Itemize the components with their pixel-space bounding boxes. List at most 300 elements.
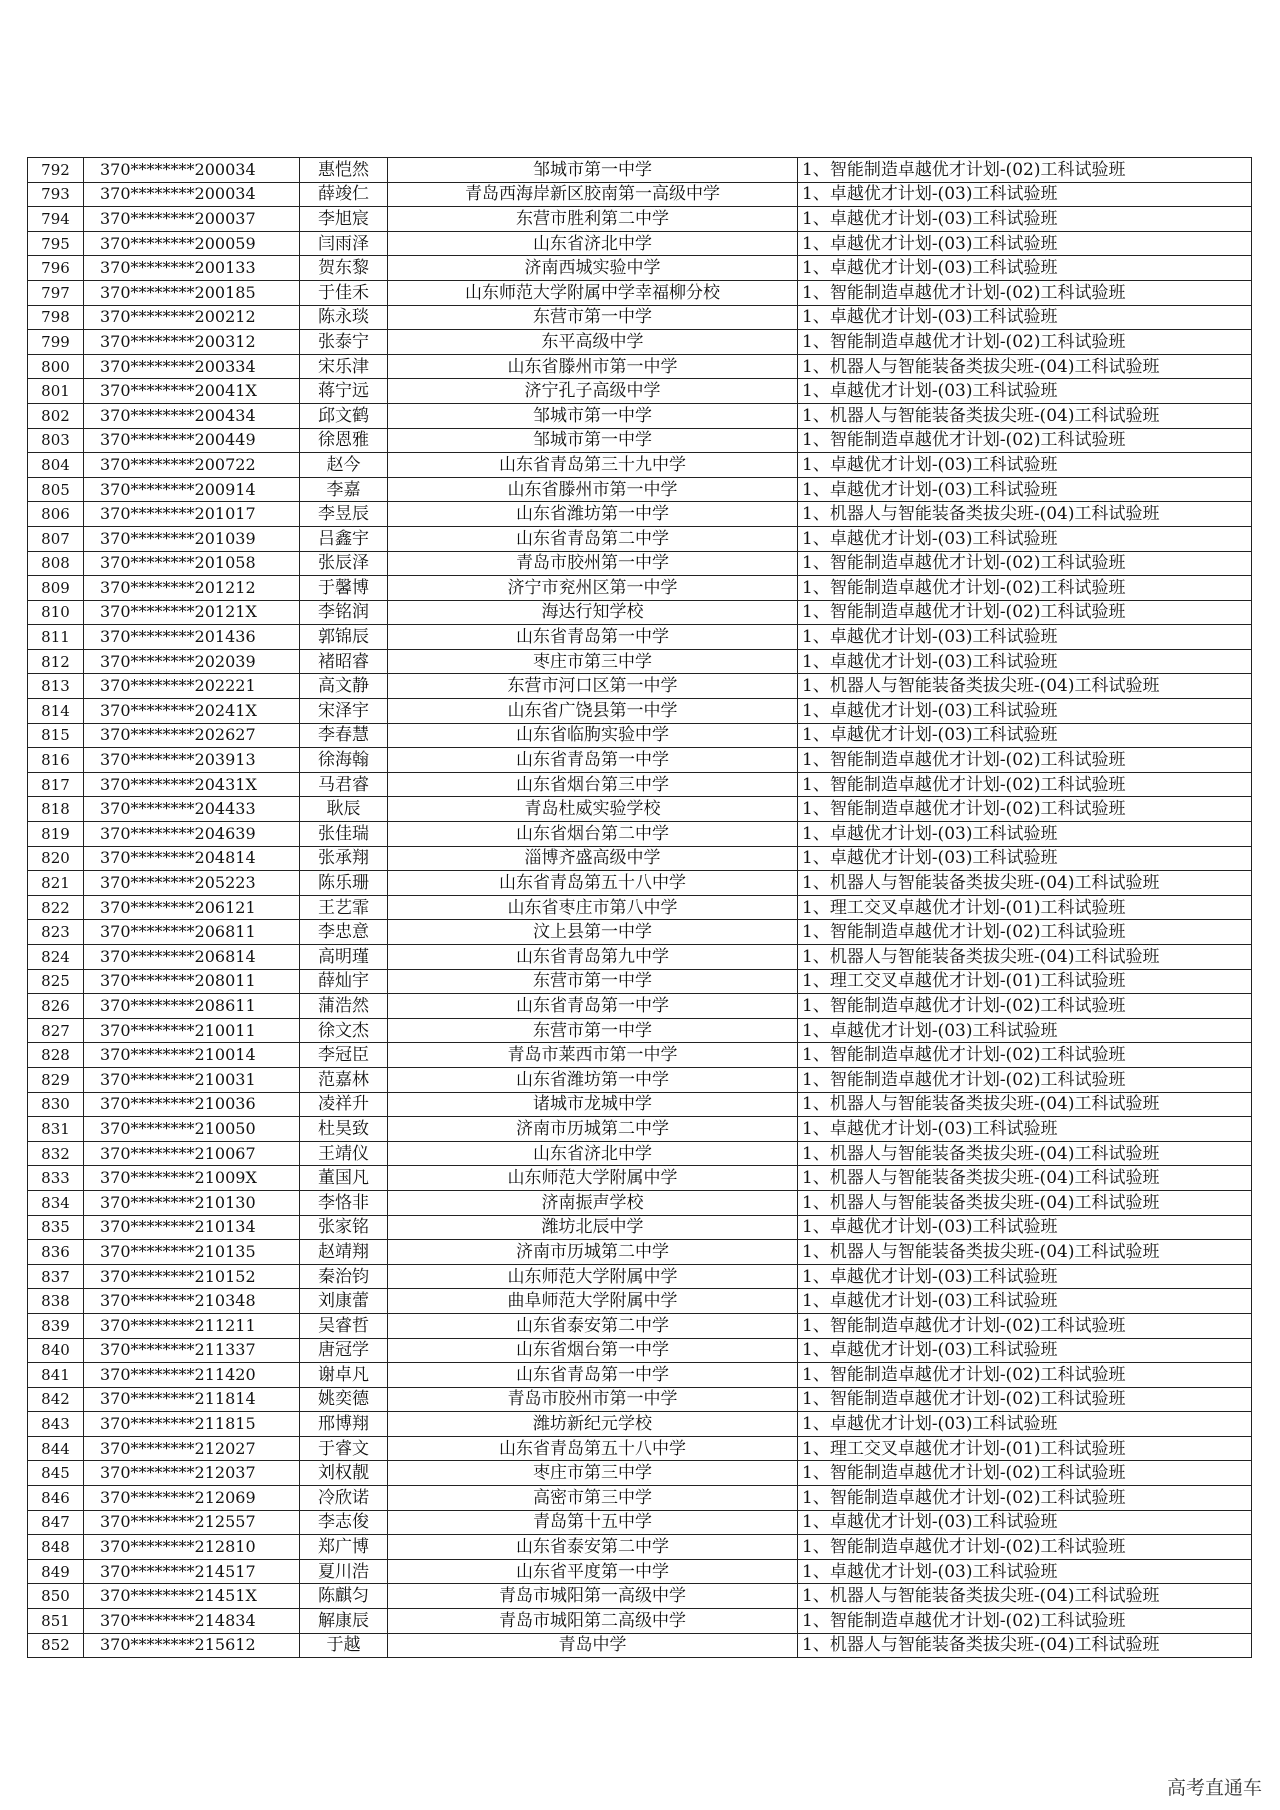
student-name: 谢卓凡 — [300, 1363, 388, 1388]
row-number: 812 — [28, 649, 84, 674]
table-row — [28, 477, 1252, 502]
school-name: 山东省青岛第五十八中学 — [388, 1436, 798, 1461]
program-name: 1、机器人与智能装备类拔尖班-(04)工科试验班 — [798, 1092, 1252, 1117]
student-name: 张家铭 — [300, 1215, 388, 1240]
row-number: 811 — [28, 625, 84, 650]
row-number: 802 — [28, 403, 84, 428]
program-name: 1、智能制造卓越优才计划-(02)工科试验班 — [798, 797, 1252, 822]
table-row — [28, 453, 1252, 478]
student-name: 郑广博 — [300, 1535, 388, 1560]
id-number: 370********201058 — [84, 551, 300, 576]
row-number: 828 — [28, 1043, 84, 1068]
school-name: 山东省泰安第二中学 — [388, 1313, 798, 1338]
program-name: 1、卓越优才计划-(03)工科试验班 — [798, 526, 1252, 551]
student-name: 陈永琰 — [300, 305, 388, 330]
school-name: 邹城市第一中学 — [388, 403, 798, 428]
id-number: 370********214517 — [84, 1559, 300, 1584]
school-name: 山东师范大学附属中学 — [388, 1264, 798, 1289]
row-number: 808 — [28, 551, 84, 576]
table-row — [28, 1166, 1252, 1191]
id-number: 370********200434 — [84, 403, 300, 428]
table-row — [28, 1067, 1252, 1092]
table-row — [28, 207, 1252, 232]
school-name: 潍坊新纪元学校 — [388, 1412, 798, 1437]
school-name: 诸城市龙城中学 — [388, 1092, 798, 1117]
id-number: 370********201039 — [84, 526, 300, 551]
id-number: 370********212557 — [84, 1510, 300, 1535]
student-name: 宋乐津 — [300, 354, 388, 379]
student-name: 刘权靓 — [300, 1461, 388, 1486]
student-name: 徐文杰 — [300, 1018, 388, 1043]
student-name: 张泰宁 — [300, 330, 388, 355]
id-number: 370********20241X — [84, 699, 300, 724]
row-number: 827 — [28, 1018, 84, 1043]
id-number: 370********202039 — [84, 649, 300, 674]
table-row — [28, 1510, 1252, 1535]
student-name: 夏川浩 — [300, 1559, 388, 1584]
table-row — [28, 969, 1252, 994]
row-number: 843 — [28, 1412, 84, 1437]
school-name: 邹城市第一中学 — [388, 158, 798, 183]
table-row — [28, 576, 1252, 601]
program-name: 1、智能制造卓越优才计划-(02)工科试验班 — [798, 551, 1252, 576]
student-name: 张承翔 — [300, 846, 388, 871]
program-name: 1、卓越优才计划-(03)工科试验班 — [798, 1510, 1252, 1535]
student-name: 李冠臣 — [300, 1043, 388, 1068]
table-row — [28, 354, 1252, 379]
program-name: 1、卓越优才计划-(03)工科试验班 — [798, 305, 1252, 330]
id-number: 370********202627 — [84, 723, 300, 748]
id-number: 370********205223 — [84, 871, 300, 896]
program-name: 1、卓越优才计划-(03)工科试验班 — [798, 182, 1252, 207]
row-number: 792 — [28, 158, 84, 183]
school-name: 枣庄市第三中学 — [388, 649, 798, 674]
id-number: 370********210134 — [84, 1215, 300, 1240]
student-name: 邢博翔 — [300, 1412, 388, 1437]
id-number: 370********200133 — [84, 256, 300, 281]
school-name: 青岛中学 — [388, 1633, 798, 1658]
student-name: 贺东黎 — [300, 256, 388, 281]
row-number: 793 — [28, 182, 84, 207]
row-number: 814 — [28, 699, 84, 724]
row-number: 804 — [28, 453, 84, 478]
program-name: 1、智能制造卓越优才计划-(02)工科试验班 — [798, 280, 1252, 305]
program-name: 1、机器人与智能装备类拔尖班-(04)工科试验班 — [798, 1584, 1252, 1609]
school-name: 山东省青岛第一中学 — [388, 1363, 798, 1388]
row-number: 822 — [28, 895, 84, 920]
student-name: 陈麒匀 — [300, 1584, 388, 1609]
id-number: 370********206811 — [84, 920, 300, 945]
school-name: 济南西城实验中学 — [388, 256, 798, 281]
row-number: 841 — [28, 1363, 84, 1388]
table-row — [28, 1289, 1252, 1314]
id-number: 370********212037 — [84, 1461, 300, 1486]
school-name: 青岛市胶州第一中学 — [388, 551, 798, 576]
student-name: 李旭宸 — [300, 207, 388, 232]
program-name: 1、卓越优才计划-(03)工科试验班 — [798, 477, 1252, 502]
school-name: 青岛市城阳第一高级中学 — [388, 1584, 798, 1609]
student-name: 王靖仪 — [300, 1141, 388, 1166]
student-name: 蒋宁远 — [300, 379, 388, 404]
school-name: 山东省烟台第二中学 — [388, 822, 798, 847]
student-name: 惠恺然 — [300, 158, 388, 183]
row-number: 803 — [28, 428, 84, 453]
admission-list-body — [28, 158, 1252, 1658]
program-name: 1、智能制造卓越优才计划-(02)工科试验班 — [798, 1486, 1252, 1511]
table-row — [28, 871, 1252, 896]
table-row — [28, 895, 1252, 920]
student-name: 褚昭睿 — [300, 649, 388, 674]
table-row — [28, 1363, 1252, 1388]
school-name: 山东省青岛第一中学 — [388, 748, 798, 773]
student-name: 蒲浩然 — [300, 994, 388, 1019]
table-row — [28, 1092, 1252, 1117]
row-number: 801 — [28, 379, 84, 404]
id-number: 370********204433 — [84, 797, 300, 822]
table-row — [28, 526, 1252, 551]
id-number: 370********200914 — [84, 477, 300, 502]
row-number: 844 — [28, 1436, 84, 1461]
table-row — [28, 772, 1252, 797]
id-number: 370********212069 — [84, 1486, 300, 1511]
school-name: 东营市河口区第一中学 — [388, 674, 798, 699]
student-name: 于馨博 — [300, 576, 388, 601]
id-number: 370********212027 — [84, 1436, 300, 1461]
program-name: 1、智能制造卓越优才计划-(02)工科试验班 — [798, 1535, 1252, 1560]
id-number: 370********201017 — [84, 502, 300, 527]
id-number: 370********210014 — [84, 1043, 300, 1068]
table-row — [28, 1117, 1252, 1142]
student-name: 闫雨泽 — [300, 231, 388, 256]
student-name: 徐恩雅 — [300, 428, 388, 453]
student-name: 陈乐珊 — [300, 871, 388, 896]
table-row — [28, 1338, 1252, 1363]
program-name: 1、智能制造卓越优才计划-(02)工科试验班 — [798, 330, 1252, 355]
table-row — [28, 330, 1252, 355]
school-name: 山东省青岛第一中学 — [388, 625, 798, 650]
program-name: 1、卓越优才计划-(03)工科试验班 — [798, 379, 1252, 404]
program-name: 1、机器人与智能装备类拔尖班-(04)工科试验班 — [798, 403, 1252, 428]
table-row — [28, 551, 1252, 576]
program-name: 1、卓越优才计划-(03)工科试验班 — [798, 1559, 1252, 1584]
program-name: 1、智能制造卓越优才计划-(02)工科试验班 — [798, 994, 1252, 1019]
table-row — [28, 945, 1252, 970]
student-name: 宋泽宇 — [300, 699, 388, 724]
table-row — [28, 994, 1252, 1019]
program-name: 1、机器人与智能装备类拔尖班-(04)工科试验班 — [798, 502, 1252, 527]
student-name: 邱文鹤 — [300, 403, 388, 428]
id-number: 370********210130 — [84, 1190, 300, 1215]
id-number: 370********20121X — [84, 600, 300, 625]
table-row — [28, 379, 1252, 404]
row-number: 845 — [28, 1461, 84, 1486]
table-row — [28, 1264, 1252, 1289]
student-name: 于佳禾 — [300, 280, 388, 305]
table-row — [28, 1215, 1252, 1240]
student-name: 冷欣诺 — [300, 1486, 388, 1511]
table-row — [28, 822, 1252, 847]
id-number: 370********200722 — [84, 453, 300, 478]
program-name: 1、智能制造卓越优才计划-(02)工科试验班 — [798, 748, 1252, 773]
row-number: 833 — [28, 1166, 84, 1191]
student-name: 于睿文 — [300, 1436, 388, 1461]
school-name: 曲阜师范大学附属中学 — [388, 1289, 798, 1314]
row-number: 847 — [28, 1510, 84, 1535]
school-name: 山东省潍坊第一中学 — [388, 1067, 798, 1092]
student-name: 姚奕德 — [300, 1387, 388, 1412]
id-number: 370********200185 — [84, 280, 300, 305]
program-name: 1、卓越优才计划-(03)工科试验班 — [798, 846, 1252, 871]
row-number: 800 — [28, 354, 84, 379]
table-row — [28, 1313, 1252, 1338]
row-number: 816 — [28, 748, 84, 773]
school-name: 山东师范大学附属中学 — [388, 1166, 798, 1191]
student-name: 唐冠学 — [300, 1338, 388, 1363]
table-row — [28, 1436, 1252, 1461]
program-name: 1、卓越优才计划-(03)工科试验班 — [798, 256, 1252, 281]
id-number: 370********210348 — [84, 1289, 300, 1314]
id-number: 370********20431X — [84, 772, 300, 797]
program-name: 1、卓越优才计划-(03)工科试验班 — [798, 723, 1252, 748]
table-row — [28, 1190, 1252, 1215]
program-name: 1、卓越优才计划-(03)工科试验班 — [798, 822, 1252, 847]
id-number: 370********206121 — [84, 895, 300, 920]
school-name: 山东省枣庄市第八中学 — [388, 895, 798, 920]
school-name: 海达行知学校 — [388, 600, 798, 625]
id-number: 370********20041X — [84, 379, 300, 404]
row-number: 823 — [28, 920, 84, 945]
row-number: 797 — [28, 280, 84, 305]
student-name: 解康辰 — [300, 1609, 388, 1634]
table-row — [28, 305, 1252, 330]
program-name: 1、卓越优才计划-(03)工科试验班 — [798, 1338, 1252, 1363]
student-name: 李志俊 — [300, 1510, 388, 1535]
row-number: 796 — [28, 256, 84, 281]
program-name: 1、理工交叉卓越优才计划-(01)工科试验班 — [798, 969, 1252, 994]
school-name: 山东师范大学附属中学幸福柳分校 — [388, 280, 798, 305]
program-name: 1、机器人与智能装备类拔尖班-(04)工科试验班 — [798, 1141, 1252, 1166]
id-number: 370********203913 — [84, 748, 300, 773]
program-name: 1、智能制造卓越优才计划-(02)工科试验班 — [798, 1067, 1252, 1092]
student-name: 郭锦辰 — [300, 625, 388, 650]
student-name: 李忠意 — [300, 920, 388, 945]
student-name: 李铭润 — [300, 600, 388, 625]
school-name: 东营市胜利第二中学 — [388, 207, 798, 232]
row-number: 849 — [28, 1559, 84, 1584]
school-name: 邹城市第一中学 — [388, 428, 798, 453]
row-number: 838 — [28, 1289, 84, 1314]
student-name: 吴睿哲 — [300, 1313, 388, 1338]
row-number: 839 — [28, 1313, 84, 1338]
program-name: 1、机器人与智能装备类拔尖班-(04)工科试验班 — [798, 945, 1252, 970]
table-row — [28, 1240, 1252, 1265]
id-number: 370********200034 — [84, 182, 300, 207]
student-name: 李恪非 — [300, 1190, 388, 1215]
school-name: 枣庄市第三中学 — [388, 1461, 798, 1486]
id-number: 370********210011 — [84, 1018, 300, 1043]
table-row — [28, 1609, 1252, 1634]
school-name: 山东省潍坊第一中学 — [388, 502, 798, 527]
program-name: 1、机器人与智能装备类拔尖班-(04)工科试验班 — [798, 1633, 1252, 1658]
id-number: 370********211815 — [84, 1412, 300, 1437]
school-name: 山东省广饶县第一中学 — [388, 699, 798, 724]
program-name: 1、智能制造卓越优才计划-(02)工科试验班 — [798, 600, 1252, 625]
table-row — [28, 231, 1252, 256]
student-name: 吕鑫宇 — [300, 526, 388, 551]
school-name: 青岛第十五中学 — [388, 1510, 798, 1535]
school-name: 山东省滕州市第一中学 — [388, 354, 798, 379]
row-number: 850 — [28, 1584, 84, 1609]
table-row — [28, 502, 1252, 527]
id-number: 370********21451X — [84, 1584, 300, 1609]
table-row — [28, 846, 1252, 871]
program-name: 1、智能制造卓越优才计划-(02)工科试验班 — [798, 1387, 1252, 1412]
program-name: 1、智能制造卓越优才计划-(02)工科试验班 — [798, 1313, 1252, 1338]
student-name: 高文静 — [300, 674, 388, 699]
id-number: 370********214834 — [84, 1609, 300, 1634]
row-number: 832 — [28, 1141, 84, 1166]
student-name: 赵靖翔 — [300, 1240, 388, 1265]
table-row — [28, 158, 1252, 183]
school-name: 济宁市兖州区第一中学 — [388, 576, 798, 601]
row-number: 807 — [28, 526, 84, 551]
program-name: 1、智能制造卓越优才计划-(02)工科试验班 — [798, 428, 1252, 453]
program-name: 1、机器人与智能装备类拔尖班-(04)工科试验班 — [798, 1190, 1252, 1215]
program-name: 1、智能制造卓越优才计划-(02)工科试验班 — [798, 1461, 1252, 1486]
id-number: 370********200334 — [84, 354, 300, 379]
id-number: 370********201436 — [84, 625, 300, 650]
id-number: 370********215612 — [84, 1633, 300, 1658]
row-number: 819 — [28, 822, 84, 847]
row-number: 826 — [28, 994, 84, 1019]
program-name: 1、卓越优才计划-(03)工科试验班 — [798, 1018, 1252, 1043]
program-name: 1、卓越优才计划-(03)工科试验班 — [798, 231, 1252, 256]
table-row — [28, 1387, 1252, 1412]
table-row — [28, 428, 1252, 453]
row-number: 806 — [28, 502, 84, 527]
school-name: 东平高级中学 — [388, 330, 798, 355]
id-number: 370********210067 — [84, 1141, 300, 1166]
id-number: 370********200312 — [84, 330, 300, 355]
school-name: 青岛市城阳第二高级中学 — [388, 1609, 798, 1634]
id-number: 370********210152 — [84, 1264, 300, 1289]
school-name: 山东省青岛第五十八中学 — [388, 871, 798, 896]
student-name: 薛竣仁 — [300, 182, 388, 207]
student-name: 赵今 — [300, 453, 388, 478]
id-number: 370********211814 — [84, 1387, 300, 1412]
school-name: 山东省平度第一中学 — [388, 1559, 798, 1584]
id-number: 370********200034 — [84, 158, 300, 183]
school-name: 东营市第一中学 — [388, 305, 798, 330]
row-number: 829 — [28, 1067, 84, 1092]
table-row — [28, 723, 1252, 748]
student-name: 马君睿 — [300, 772, 388, 797]
student-name: 董国凡 — [300, 1166, 388, 1191]
student-name: 杜昊致 — [300, 1117, 388, 1142]
school-name: 山东省烟台第三中学 — [388, 772, 798, 797]
school-name: 山东省泰安第二中学 — [388, 1535, 798, 1560]
row-number: 815 — [28, 723, 84, 748]
row-number: 840 — [28, 1338, 84, 1363]
row-number: 848 — [28, 1535, 84, 1560]
table-row — [28, 748, 1252, 773]
student-name: 李昱辰 — [300, 502, 388, 527]
school-name: 潍坊北辰中学 — [388, 1215, 798, 1240]
school-name: 济南振声学校 — [388, 1190, 798, 1215]
row-number: 795 — [28, 231, 84, 256]
table-row — [28, 1141, 1252, 1166]
program-name: 1、卓越优才计划-(03)工科试验班 — [798, 1264, 1252, 1289]
table-row — [28, 1633, 1252, 1658]
table-row — [28, 1018, 1252, 1043]
program-name: 1、智能制造卓越优才计划-(02)工科试验班 — [798, 920, 1252, 945]
program-name: 1、卓越优才计划-(03)工科试验班 — [798, 625, 1252, 650]
admission-list-table — [27, 157, 1252, 1658]
row-number: 818 — [28, 797, 84, 822]
row-number: 852 — [28, 1633, 84, 1658]
program-name: 1、理工交叉卓越优才计划-(01)工科试验班 — [798, 1436, 1252, 1461]
program-name: 1、智能制造卓越优才计划-(02)工科试验班 — [798, 576, 1252, 601]
table-row — [28, 182, 1252, 207]
school-name: 青岛杜威实验学校 — [388, 797, 798, 822]
id-number: 370********211337 — [84, 1338, 300, 1363]
id-number: 370********210050 — [84, 1117, 300, 1142]
watermark-text: 高考直通车 — [1166, 1777, 1262, 1799]
student-name: 高明瑾 — [300, 945, 388, 970]
table-row — [28, 1412, 1252, 1437]
school-name: 山东省滕州市第一中学 — [388, 477, 798, 502]
program-name: 1、智能制造卓越优才计划-(02)工科试验班 — [798, 772, 1252, 797]
school-name: 济宁孔子高级中学 — [388, 379, 798, 404]
student-name: 李春慧 — [300, 723, 388, 748]
row-number: 799 — [28, 330, 84, 355]
row-number: 810 — [28, 600, 84, 625]
table-row — [28, 1461, 1252, 1486]
id-number: 370********204814 — [84, 846, 300, 871]
row-number: 830 — [28, 1092, 84, 1117]
program-name: 1、理工交叉卓越优才计划-(01)工科试验班 — [798, 895, 1252, 920]
row-number: 809 — [28, 576, 84, 601]
school-name: 山东省青岛第一中学 — [388, 994, 798, 1019]
row-number: 820 — [28, 846, 84, 871]
school-name: 东营市第一中学 — [388, 969, 798, 994]
table-row — [28, 256, 1252, 281]
row-number: 834 — [28, 1190, 84, 1215]
table-row — [28, 625, 1252, 650]
program-name: 1、智能制造卓越优才计划-(02)工科试验班 — [798, 158, 1252, 183]
program-name: 1、智能制造卓越优才计划-(02)工科试验班 — [798, 1043, 1252, 1068]
row-number: 821 — [28, 871, 84, 896]
row-number: 824 — [28, 945, 84, 970]
school-name: 青岛市莱西市第一中学 — [388, 1043, 798, 1068]
program-name: 1、机器人与智能装备类拔尖班-(04)工科试验班 — [798, 871, 1252, 896]
program-name: 1、智能制造卓越优才计划-(02)工科试验班 — [798, 1609, 1252, 1634]
school-name: 山东省临朐实验中学 — [388, 723, 798, 748]
table-row — [28, 280, 1252, 305]
student-name: 范嘉林 — [300, 1067, 388, 1092]
school-name: 高密市第三中学 — [388, 1486, 798, 1511]
id-number: 370********210031 — [84, 1067, 300, 1092]
id-number: 370********211420 — [84, 1363, 300, 1388]
program-name: 1、卓越优才计划-(03)工科试验班 — [798, 1289, 1252, 1314]
row-number: 831 — [28, 1117, 84, 1142]
id-number: 370********208011 — [84, 969, 300, 994]
row-number: 798 — [28, 305, 84, 330]
id-number: 370********200037 — [84, 207, 300, 232]
table-row — [28, 797, 1252, 822]
id-number: 370********208611 — [84, 994, 300, 1019]
id-number: 370********204639 — [84, 822, 300, 847]
